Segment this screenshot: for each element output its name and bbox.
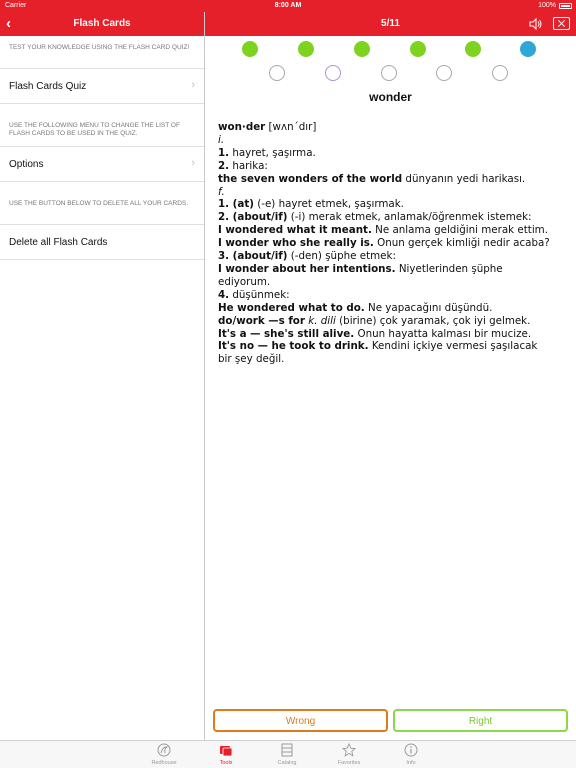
progress-dot-pending bbox=[436, 65, 452, 81]
sense-text: düşünmek: bbox=[229, 288, 290, 301]
example-translation: Niyetlerinden şüphe bbox=[395, 262, 503, 275]
panel-divider bbox=[204, 12, 205, 740]
example-phrase: It's a — she's still alive. bbox=[218, 327, 355, 340]
tab-catalog[interactable] bbox=[267, 743, 307, 768]
wrong-button[interactable]: Wrong bbox=[213, 709, 388, 732]
example-phrase: the seven wonders of the world bbox=[218, 172, 403, 185]
speaker-icon[interactable] bbox=[528, 17, 542, 31]
idiom-translation: (birine) çok yaramak, çok iyi gelmek. bbox=[335, 314, 531, 327]
tab-label: Info bbox=[406, 760, 416, 766]
entry-line bbox=[218, 198, 568, 211]
example-phrase: I wondered what it meant. bbox=[218, 224, 372, 237]
progress-dot-correct bbox=[410, 41, 426, 57]
entry-line bbox=[218, 160, 568, 173]
sense-text: (-den) şüphe etmek: bbox=[287, 250, 396, 263]
flash-cards-quiz-label: Flash Cards Quiz bbox=[9, 81, 87, 92]
entry-line bbox=[218, 237, 568, 250]
flash-cards-quiz-row[interactable] bbox=[0, 68, 204, 104]
entry-line bbox=[218, 263, 568, 276]
delete-all-flash-cards-label: Delete all Flash Cards bbox=[9, 237, 108, 248]
entry-line bbox=[218, 173, 568, 186]
example-translation: bir şey değil. bbox=[218, 353, 285, 366]
entry-term: won·der bbox=[218, 121, 266, 133]
progress-dot-pending bbox=[492, 65, 508, 81]
entry-line bbox=[218, 224, 568, 237]
pronunciation: [wʌn´dır] bbox=[265, 121, 317, 133]
dictionary-entry bbox=[218, 121, 568, 366]
entry-line bbox=[218, 134, 568, 147]
entry-line bbox=[218, 328, 568, 341]
chevron-right-icon: › bbox=[191, 157, 195, 169]
star-icon bbox=[342, 743, 356, 757]
sense-number: 2. bbox=[218, 159, 230, 172]
entry-line bbox=[218, 121, 568, 134]
example-translation: Onun gerçek kimliği nedir acaba? bbox=[373, 237, 550, 250]
tab-redhouse[interactable] bbox=[144, 743, 184, 768]
tab-favorites[interactable] bbox=[329, 743, 369, 768]
tab-info[interactable] bbox=[391, 743, 431, 768]
example-translation: Kendini içkiye vermesi şaşılacak bbox=[368, 340, 538, 353]
idiom: do/work —s for bbox=[218, 314, 305, 327]
entry-line bbox=[218, 186, 568, 199]
tab-label: Catalog bbox=[277, 760, 297, 766]
catalog-icon bbox=[280, 743, 294, 757]
example-translation: Ne anlama geldiğini merak ettim. bbox=[371, 224, 548, 237]
tab-label: Tools bbox=[219, 760, 233, 766]
progress-dot-pending bbox=[269, 65, 285, 81]
card-counter: 5/11 bbox=[381, 18, 400, 29]
example-phrase: I wonder who she really is. bbox=[218, 237, 374, 250]
right-navigation-bar bbox=[205, 12, 576, 36]
battery-icon bbox=[559, 3, 572, 9]
chevron-left-icon[interactable]: ‹ bbox=[6, 15, 11, 32]
sense-number: 4. bbox=[218, 288, 230, 301]
sense-number: 1. bbox=[218, 146, 230, 159]
sense-number: 3. (about/if) bbox=[218, 250, 288, 263]
close-icon[interactable] bbox=[553, 17, 570, 30]
sense-text: harika: bbox=[229, 159, 268, 172]
options-row[interactable] bbox=[0, 146, 204, 182]
info-icon bbox=[404, 743, 418, 757]
tab-label: Redhouse bbox=[151, 760, 177, 766]
battery-percent: 100% bbox=[538, 2, 556, 9]
clock: 8:00 AM bbox=[274, 2, 302, 9]
entry-line bbox=[218, 353, 568, 366]
headword: wonder bbox=[369, 90, 412, 104]
tools-icon bbox=[219, 743, 233, 757]
progress-dot-correct bbox=[242, 41, 258, 57]
entry-line bbox=[218, 276, 568, 289]
part-of-speech: i. bbox=[218, 133, 225, 146]
example-translation: dünyanın yedi harikası. bbox=[402, 172, 526, 185]
progress-dot-pending bbox=[381, 65, 397, 81]
progress-dot-current bbox=[520, 41, 536, 57]
example-translation: Ne yapacağını düşündü. bbox=[364, 301, 493, 314]
example-translation: ediyorum. bbox=[218, 275, 271, 288]
sense-text: (-i) merak etmek, anlamak/öğrenmek istemek: bbox=[287, 211, 532, 224]
status-bar bbox=[0, 0, 576, 12]
sense-number: 1. (at) bbox=[218, 198, 254, 211]
left-panel-title: Flash Cards bbox=[73, 18, 131, 29]
sense-text: hayret, şaşırma. bbox=[229, 146, 316, 159]
redhouse-logo-icon bbox=[157, 743, 171, 757]
entry-line bbox=[218, 250, 568, 263]
example-phrase: He wondered what to do. bbox=[218, 301, 365, 314]
sense-text: (-e) hayret etmek, şaşırmak. bbox=[253, 198, 404, 211]
register-label: k. dili bbox=[308, 314, 336, 327]
tab-bar bbox=[0, 740, 576, 768]
example-phrase: I wonder about her intentions. bbox=[218, 262, 396, 275]
entry-line bbox=[218, 289, 568, 302]
right-button[interactable]: Right bbox=[393, 709, 568, 732]
delete-section-note: USE THE BUTTON BELOW TO DELETE ALL YOUR CARDS. bbox=[9, 200, 189, 207]
tab-label: Favorites bbox=[337, 760, 361, 766]
tab-tools[interactable] bbox=[206, 743, 246, 768]
sense-number: 2. (about/if) bbox=[218, 211, 288, 224]
example-phrase: It's no — he took to drink. bbox=[218, 340, 369, 353]
left-panel bbox=[0, 36, 204, 740]
carrier-label: Carrier bbox=[5, 2, 27, 9]
progress-dot-correct bbox=[354, 41, 370, 57]
delete-all-flash-cards-row[interactable] bbox=[0, 224, 204, 260]
progress-dot-correct bbox=[298, 41, 314, 57]
entry-line bbox=[218, 147, 568, 160]
chevron-right-icon: › bbox=[191, 79, 195, 91]
progress-dot-pending bbox=[325, 65, 341, 81]
progress-dot-correct bbox=[465, 41, 481, 57]
entry-line bbox=[218, 211, 568, 224]
options-label: Options bbox=[9, 159, 44, 170]
left-navigation-bar bbox=[0, 12, 204, 36]
quiz-section-note: TEST YOUR KNOWLEDGE USING THE FLASH CARD QUIZ! bbox=[9, 44, 190, 51]
example-translation: Onun hayatta kalması bir mucize. bbox=[354, 327, 532, 340]
entry-line bbox=[218, 315, 568, 328]
entry-line bbox=[218, 302, 568, 315]
part-of-speech: f. bbox=[218, 185, 225, 198]
options-section-note: USE THE FOLLOWING MENU TO CHANGE THE LIST OF FLASH CARDS TO BE USED IN THE QUIZ. bbox=[9, 122, 180, 137]
entry-line bbox=[218, 340, 568, 353]
